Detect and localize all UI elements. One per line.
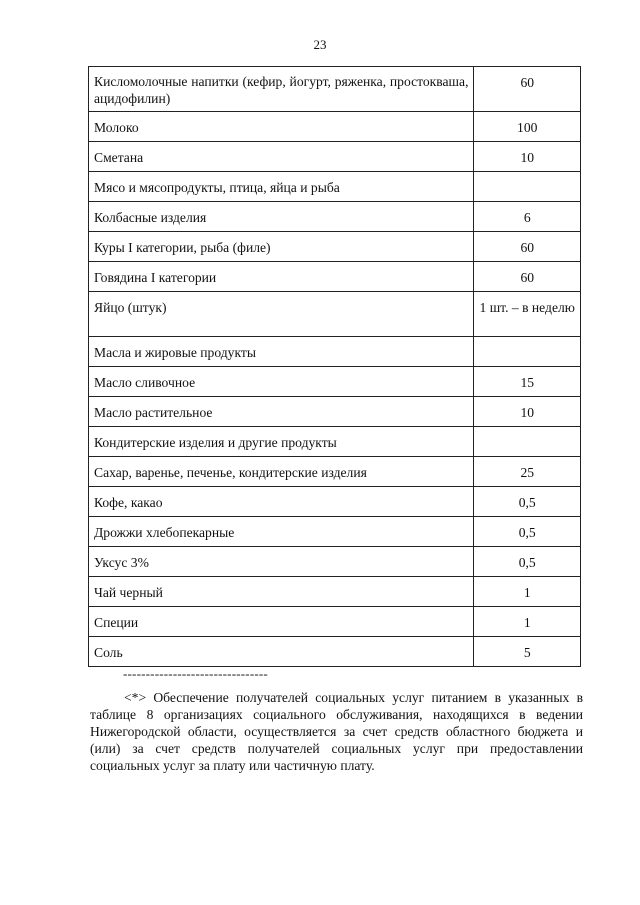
table-row [89,457,581,487]
table-row [89,67,581,112]
norm-value-cell: 15 [474,367,581,397]
food-norms-table [88,66,581,667]
product-name-cell: Кисломолочные напитки (кефир, йогурт, ряженка, простокваша, ацидофилин) [89,67,474,112]
norm-value-cell: 60 [474,262,581,292]
norm-value-cell: 10 [474,142,581,172]
norm-value-cell [474,337,581,367]
product-name-cell: Сахар, варенье, печенье, кондитерские изделия [89,457,474,487]
table-row [89,427,581,457]
norm-value-cell: 60 [474,67,581,112]
product-name-cell: Специи [89,607,474,637]
table-row [89,142,581,172]
product-name-cell: Яйцо (штук) [89,292,474,337]
table-row [89,637,581,667]
table-row [89,607,581,637]
product-name-cell: Колбасные изделия [89,202,474,232]
norm-value-cell: 0,5 [474,517,581,547]
table-row [89,292,581,337]
norm-value-cell: 10 [474,397,581,427]
norm-value-cell: 100 [474,112,581,142]
product-name-cell: Дрожжи хлебопекарные [89,517,474,547]
product-name-cell: Чай черный [89,577,474,607]
norm-value-cell: 1 [474,607,581,637]
norm-value-cell: 1 [474,577,581,607]
page-number: 23 [313,37,327,52]
norm-value-cell [474,427,581,457]
footnote-separator: -------------------------------- [123,666,268,681]
norm-value-cell: 6 [474,202,581,232]
norm-value-cell: 1 шт. – в неделю [474,292,581,337]
norm-value-cell: 0,5 [474,487,581,517]
product-name-cell: Уксус 3% [89,547,474,577]
table-row [89,232,581,262]
norm-value-cell: 25 [474,457,581,487]
product-name-cell: Куры I категории, рыба (филе) [89,232,474,262]
norm-value-cell [474,172,581,202]
product-name-cell: Масло растительное [89,397,474,427]
table-row [89,262,581,292]
product-name-cell: Масла и жировые продукты [89,337,474,367]
norm-value-cell: 5 [474,637,581,667]
product-name-cell: Кофе, какао [89,487,474,517]
product-name-cell: Сметана [89,142,474,172]
product-name-cell: Мясо и мясопродукты, птица, яйца и рыба [89,172,474,202]
footnote-text: <*> Обеспечение получателей социальных услуг питанием в указанных в таблице 8 организациях социального обслуживания, находящихся в ведении Нижегородской области, осуществляется за счет средств областного бюджета и (или) за счет средств получателей социальных услуг при предоставлении социальных услуг за плату или частичную плату. [90,690,583,773]
product-name-cell: Кондитерские изделия и другие продукты [89,427,474,457]
table-row [89,202,581,232]
table-row [89,487,581,517]
norm-value-cell: 0,5 [474,547,581,577]
table-row [89,517,581,547]
table-row [89,112,581,142]
table-row [89,367,581,397]
product-name-cell: Говядина I категории [89,262,474,292]
norm-value-cell: 60 [474,232,581,262]
product-name-cell: Молоко [89,112,474,142]
table-body [89,67,581,667]
product-name-cell: Масло сливочное [89,367,474,397]
table-row [89,577,581,607]
table-row [89,337,581,367]
product-name-cell: Соль [89,637,474,667]
table-row [89,547,581,577]
table-row [89,172,581,202]
table-row [89,397,581,427]
